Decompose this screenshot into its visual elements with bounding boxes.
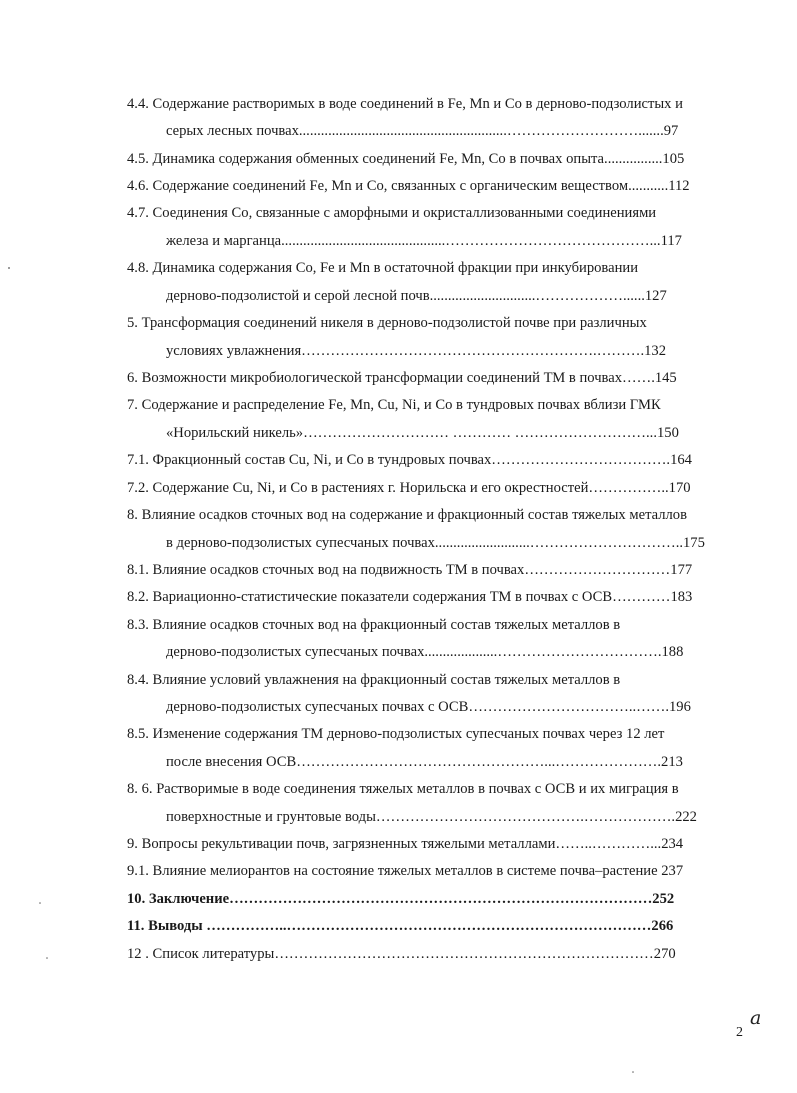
scan-speck: [632, 1071, 634, 1073]
toc-line: 9. Вопросы рекультивации почв, загрязненных тяжелыми металлами……..…………...234: [127, 836, 684, 852]
toc-line: серых лесных почвах.........................................................……………………….......97: [166, 123, 679, 139]
toc-line: 8. Влияние осадков сточных вод на содержание и фракционный состав тяжелых металлов: [127, 507, 687, 523]
toc-line: «Норильский никель»………………………… ………… ………………………...150: [166, 425, 679, 441]
toc-line: 7. Содержание и распределение Fe, Mn, Cu, Ni, и Co в тундровых почвах вблизи ГМК: [127, 397, 661, 413]
scan-speck: [46, 957, 48, 959]
toc-line: дерново-подзолистых супесчаных почвах....................…………………………….188: [166, 644, 684, 660]
toc-line: 8. 6. Растворимые в воде соединения тяжелых металлов в почвах с ОСВ и их миграция в: [127, 781, 679, 797]
toc-line: 8.2. Вариационно-статистические показатели содержания ТМ в почвах с ОСВ…………183: [127, 589, 693, 605]
toc-line: 11. Выводы ……………..…………………………………………………………………266: [127, 918, 674, 934]
toc-line: 6. Возможности микробиологической трансформации соединений ТМ в почвах…….145: [127, 370, 677, 386]
toc-line: 4.7. Соединения Co, связанные с аморфными и окристаллизованными соединениями: [127, 205, 657, 221]
toc-line: 4.5. Динамика содержания обменных соединений Fe, Mn, Co в почвах опыта................105: [127, 151, 685, 167]
toc-line: 7.2. Содержание Cu, Ni, и Co в растениях г. Норильска и его окрестностей……………..170: [127, 480, 691, 496]
toc-line: дерново-подзолистых супесчаных почвах с ОСВ……………………………..…….196: [166, 699, 691, 715]
toc-line: 4.6. Содержание соединений Fe, Mn и Co, связанных с органическим веществом...........112: [127, 178, 690, 194]
toc-line: поверхностные и грунтовые воды…………………………………….……………….222: [166, 809, 697, 825]
scan-speck: [8, 267, 10, 269]
toc-line: 8.3. Влияние осадков сточных вод на фракционный состав тяжелых металлов в: [127, 617, 621, 633]
toc-line: 5. Трансформация соединений никеля в дерново-подзолистой почве при различных: [127, 315, 647, 331]
toc-line: 4.4. Содержание растворимых в воде соединений в Fe, Mn и Co в дерново-подзолистых и: [127, 96, 683, 112]
toc-line: в дерново-подзолистых супесчаных почвах..........................…………………………..175: [166, 535, 705, 551]
toc-line: 8.4. Влияние условий увлажнения на фракционный состав тяжелых металлов в: [127, 672, 621, 688]
page-number: 2: [736, 1025, 743, 1040]
toc-line: 8.1. Влияние осадков сточных вод на подвижность ТМ в почвах…………………………177: [127, 562, 693, 578]
toc-line: 9.1. Влияние мелиорантов на состояние тяжелых металлов в системе почва–растение 237: [127, 863, 684, 879]
toc-line: 12 . Список литературы……………………………………………………………………270: [127, 946, 676, 962]
toc-line: железа и марганца.............................................……………………………………...117: [166, 233, 682, 249]
toc-line: дерново-подзолистой и серой лесной почв.............................………………......127: [166, 288, 667, 304]
toc-line: 8.5. Изменение содержания ТМ дерново-подзолистых супесчаных почвах через 12 лет: [127, 726, 665, 742]
toc-line: 10. Заключение……………………………………………………………………………252: [127, 891, 675, 907]
scan-speck: [39, 902, 41, 904]
toc-line: 7.1. Фракционный состав Cu, Ni, и Co в тундровых почвах……………………………….164: [127, 452, 692, 468]
toc-line: условиях увлажнения…………………………………………………….……….132: [166, 343, 667, 359]
toc-line: после внесения ОСВ……………………………………………...………………….213: [166, 754, 683, 770]
toc-line: 4.8. Динамика содержания Co, Fe и Mn в остаточной фракции при инкубировании: [127, 260, 639, 276]
handwritten-page-mark: a: [750, 1007, 762, 1029]
